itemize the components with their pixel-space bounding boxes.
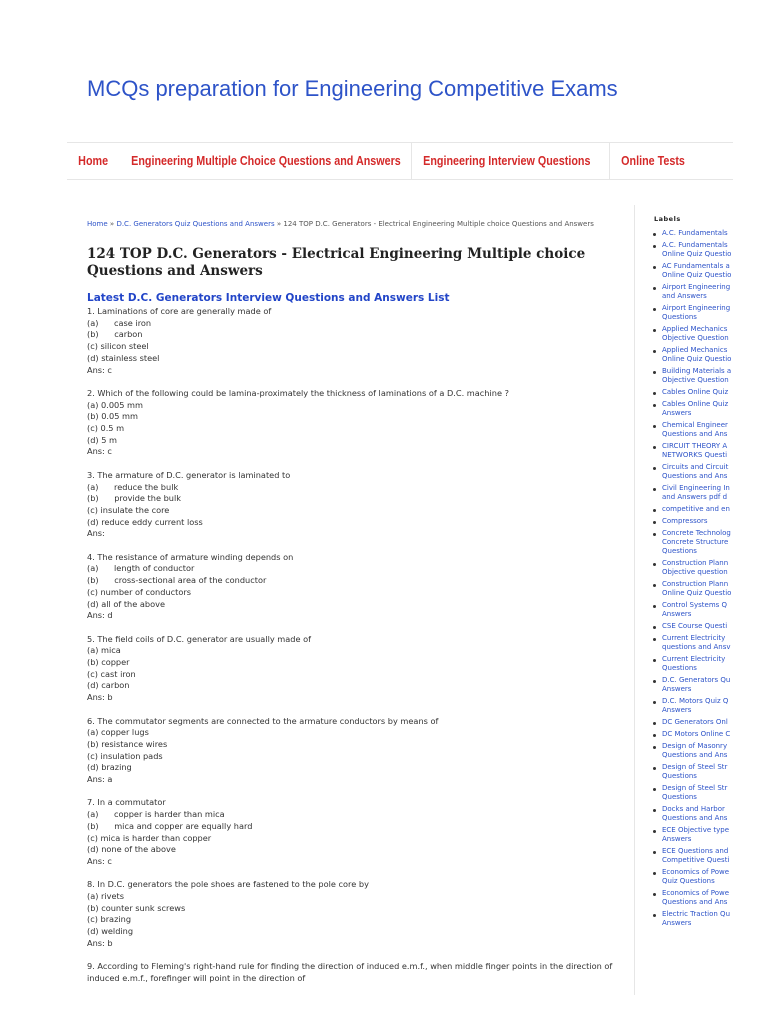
- answer-option: (d) brazing: [87, 762, 132, 773]
- sidebar-label-text: Questions: [662, 547, 697, 555]
- sidebar-label-text: Cables Online Quiz: [662, 400, 729, 408]
- sidebar-label-link[interactable]: [653, 826, 734, 844]
- answer-option: (c) number of conductors: [87, 586, 191, 597]
- answer-key: Ans:: [87, 528, 105, 539]
- sidebar-label-text: DC Generators Onl: [662, 718, 728, 726]
- answer-option: (c) brazing: [87, 914, 132, 925]
- sidebar-label-text: Civil Engineering In: [662, 484, 730, 492]
- sidebar-label-link[interactable]: [653, 229, 734, 238]
- site-title[interactable]: MCQs preparation for Engineering Competitive Exams: [87, 76, 618, 101]
- sidebar-label-text: Questions: [662, 772, 697, 780]
- sidebar-label-link[interactable]: [653, 763, 734, 781]
- sidebar-label-link[interactable]: [653, 910, 734, 928]
- sidebar-label-text: Concrete Technolog: [662, 529, 731, 537]
- sidebar-label-text: Electric Traction Qu: [662, 910, 731, 918]
- answer-option: (a) mica: [87, 645, 121, 656]
- sidebar-label-text: Questions and Ans: [662, 751, 728, 759]
- answer-option: (c) 0.5 m: [87, 423, 125, 434]
- sidebar-label-text: CSE Course Questi: [662, 622, 728, 630]
- answer-option: (d) reduce eddy current loss: [87, 516, 203, 527]
- answer-option: (b) carbon: [87, 329, 143, 340]
- question-text: 4. The resistance of armature winding depends on: [87, 551, 294, 562]
- sidebar-label-text: Design of Steel Str: [662, 763, 728, 771]
- nav-online-tests[interactable]: Online Tests: [620, 154, 685, 168]
- sidebar-label-text: Answers: [662, 919, 692, 927]
- question-text: 1. Laminations of core are generally made of: [87, 306, 272, 316]
- sidebar-label-text: D.C. Motors Quiz Q: [662, 697, 729, 705]
- sidebar-label-link[interactable]: [653, 517, 734, 526]
- sidebar-label-text: ECE Objective type: [662, 826, 730, 834]
- sidebar-label-text: questions and Ansv: [662, 643, 731, 651]
- question-item: [87, 470, 627, 540]
- answer-key: Ans: b: [87, 692, 113, 703]
- breadcrumb-separator: »: [109, 220, 115, 228]
- sidebar-label-link[interactable]: [653, 325, 734, 343]
- answer-option: (d) carbon: [87, 680, 130, 691]
- sidebar-label-text: Cables Online Quiz: [662, 388, 729, 396]
- sidebar-label-text: A.C. Fundamentals: [662, 241, 728, 249]
- question-text: 8. In D.C. generators the pole shoes are fastened to the pole core by: [87, 879, 369, 890]
- sidebar-label-text: Applied Mechanics: [662, 325, 728, 333]
- sidebar-label-text: DC Motors Online C: [662, 730, 731, 738]
- question-item: [87, 797, 627, 867]
- sidebar-label-link[interactable]: [653, 676, 734, 694]
- answer-option: (a) length of conductor: [87, 563, 195, 574]
- question-text: 6. The commutator segments are connected to the armature conductors by means of: [87, 715, 439, 726]
- sidebar-label-text: ECE Questions and: [662, 847, 729, 855]
- main-navigation: [67, 142, 733, 180]
- answer-key: Ans: b: [87, 937, 113, 948]
- question-item: [87, 961, 627, 984]
- sidebar-label-text: Objective Question: [662, 376, 729, 384]
- answer-option: (a) copper lugs: [87, 727, 149, 738]
- sidebar-label-link[interactable]: [653, 730, 734, 739]
- sidebar-label-text: Current Electricity: [662, 655, 726, 663]
- answer-option: (a) case iron: [87, 317, 152, 328]
- sidebar-label-link[interactable]: [653, 346, 734, 364]
- question-text: 2. Which of the following could be lamina-proximately the thickness of laminations of a D.C. machine ?: [87, 387, 509, 398]
- sidebar-label-link[interactable]: [653, 697, 734, 715]
- sidebar-label-text: Circuits and Circuit: [662, 463, 729, 471]
- question-item: [87, 716, 627, 786]
- sidebar-label-link[interactable]: [653, 889, 734, 907]
- sidebar-label-text: competitive and en: [662, 505, 730, 513]
- answer-option: (b) 0.05 mm: [87, 411, 138, 422]
- sidebar-label-link[interactable]: [653, 388, 734, 397]
- sidebar-label-text: Docks and Harbor: [662, 805, 725, 813]
- sidebar-label-text: CIRCUIT THEORY A: [662, 442, 728, 450]
- answer-option: (d) none of the above: [87, 844, 176, 855]
- sidebar-label-link[interactable]: [653, 505, 734, 514]
- answer-option: (d) all of the above: [87, 598, 165, 609]
- sidebar-label-text: Design of Steel Str: [662, 784, 728, 792]
- question-item: [87, 306, 627, 376]
- answer-key: Ans: c: [87, 364, 112, 375]
- answer-option: (a) rivets: [87, 891, 125, 902]
- answer-key: Ans: c: [87, 446, 112, 457]
- sidebar-label-link[interactable]: [653, 784, 734, 802]
- sidebar-label-link[interactable]: [653, 367, 734, 385]
- sidebar-label-text: Answers: [662, 835, 692, 843]
- sidebar: [634, 205, 734, 995]
- question-item: [87, 879, 627, 949]
- sidebar-label-text: Online Quiz Questio: [662, 355, 732, 363]
- sidebar-label-text: Questions and Ans: [662, 472, 728, 480]
- answer-option: (c) silicon steel: [87, 341, 149, 352]
- sidebar-label-text: Concrete Structure: [662, 538, 729, 546]
- sidebar-label-link[interactable]: [653, 559, 734, 577]
- nav-engineering-mcq[interactable]: Engineering Multiple Choice Questions and Answers: [130, 154, 401, 168]
- question-item: [87, 388, 627, 458]
- sidebar-label-link[interactable]: [653, 601, 734, 619]
- sidebar-label-link[interactable]: [653, 442, 734, 460]
- answer-option: (c) cast iron: [87, 668, 136, 679]
- answer-option: (a) copper is harder than mica: [87, 809, 225, 820]
- sidebar-label-text: Answers: [662, 610, 692, 618]
- main-content: [87, 210, 627, 996]
- sidebar-label-text: Answers: [662, 706, 692, 714]
- sidebar-label-text: AC Fundamentals a: [662, 262, 730, 270]
- sidebar-label-link[interactable]: [653, 655, 734, 673]
- sidebar-label-text: Online Quiz Questio: [662, 250, 732, 258]
- sidebar-label-link[interactable]: [653, 283, 734, 301]
- post-title: 124 TOP D.C. Generators - Electrical Engineering Multiple choice Questions and Answers: [87, 246, 586, 279]
- answer-option: (a) 0.005 mm: [87, 399, 144, 410]
- sidebar-label-text: A.C. Fundamentals: [662, 229, 728, 237]
- sidebar-label-link[interactable]: [653, 463, 734, 481]
- sidebar-label-text: Design of Masonry: [662, 742, 728, 750]
- sidebar-label-link[interactable]: [653, 580, 734, 598]
- answer-option: (b) counter sunk screws: [87, 902, 186, 913]
- sidebar-label-text: Control Systems Q: [662, 601, 728, 609]
- sidebar-label-link[interactable]: [653, 400, 734, 418]
- question-item: [87, 634, 627, 704]
- sidebar-label-link[interactable]: [653, 421, 734, 439]
- sidebar-label-text: NETWORKS Questi: [662, 451, 728, 459]
- breadcrumb-separator: »: [276, 220, 282, 228]
- sidebar-label-link[interactable]: [653, 529, 734, 556]
- breadcrumb-current: 124 TOP D.C. Generators - Electrical Engineering Multiple choice Questions and Answers: [283, 220, 594, 228]
- sidebar-label-text: Online Quiz Questio: [662, 589, 732, 597]
- sidebar-label-text: Questions and Ans: [662, 814, 728, 822]
- answer-option: (b) mica and copper are equally hard: [87, 820, 253, 831]
- section-heading: Latest D.C. Generators Interview Questions and Answers List: [87, 292, 450, 304]
- sidebar-label-text: Competitive Questi: [662, 856, 730, 864]
- answer-option: (c) insulate the core: [87, 504, 170, 515]
- answer-option: (b) resistance wires: [87, 738, 168, 749]
- answer-option: (a) reduce the bulk: [87, 481, 179, 492]
- sidebar-label-text: Questions: [662, 313, 697, 321]
- question-text: 5. The field coils of D.C. generator are usually made of: [87, 633, 312, 644]
- answer-option: (d) welding: [87, 926, 134, 937]
- sidebar-label-text: Answers: [662, 409, 692, 417]
- sidebar-label-text: Construction Plann: [662, 559, 729, 567]
- sidebar-label-text: Objective question: [662, 568, 728, 576]
- sidebar-label-text: Construction Plann: [662, 580, 729, 588]
- question-list: [87, 306, 627, 985]
- sidebar-label-link[interactable]: [653, 262, 734, 280]
- question-text: 3. The armature of D.C. generator is laminated to: [87, 469, 291, 480]
- answer-key: Ans: a: [87, 774, 113, 785]
- sidebar-label-text: D.C. Generators Qu: [662, 676, 731, 684]
- question-text: 7. In a commutator: [87, 797, 166, 808]
- sidebar-label-text: Airport Engineering: [662, 283, 731, 291]
- answer-option: (d) stainless steel: [87, 352, 160, 363]
- sidebar-label-text: Questions and Ans: [662, 898, 728, 906]
- sidebar-label-text: Chemical Engineer: [662, 421, 728, 429]
- breadcrumb-category[interactable]: D.C. Generators Quiz Questions and Answers: [116, 220, 275, 228]
- sidebar-label-text: Questions and Ans: [662, 430, 728, 438]
- sidebar-label-text: Compressors: [662, 517, 708, 525]
- sidebar-label-text: Online Quiz Questio: [662, 271, 732, 279]
- sidebar-label-text: Objective Question: [662, 334, 729, 342]
- labels-list: [635, 229, 734, 928]
- sidebar-label-text: Airport Engineering: [662, 304, 731, 312]
- nav-home[interactable]: Home: [78, 154, 109, 168]
- answer-key: Ans: c: [87, 855, 112, 866]
- sidebar-label-link[interactable]: [653, 622, 734, 631]
- answer-key: Ans: d: [87, 610, 113, 621]
- breadcrumb-home[interactable]: Home: [87, 220, 108, 228]
- sidebar-label-text: Building Materials a: [662, 367, 732, 375]
- sidebar-label-link[interactable]: [653, 484, 734, 502]
- sidebar-label-text: Economics of Powe: [662, 889, 730, 897]
- sidebar-label-link[interactable]: [653, 634, 734, 652]
- answer-option: (b) provide the bulk: [87, 493, 181, 504]
- answer-option: (b) copper: [87, 657, 130, 668]
- sidebar-label-link[interactable]: [653, 304, 734, 322]
- sidebar-label-link[interactable]: [653, 718, 734, 727]
- answer-option: (c) insulation pads: [87, 750, 163, 761]
- nav-interview-questions[interactable]: Engineering Interview Questions: [423, 154, 591, 168]
- sidebar-label-text: and Answers: [662, 292, 707, 300]
- sidebar-label-link[interactable]: [653, 868, 734, 886]
- answer-option: (d) 5 m: [87, 434, 117, 445]
- sidebar-label-text: Quiz Questions: [662, 877, 715, 885]
- breadcrumb: [87, 220, 627, 228]
- sidebar-label-link[interactable]: [653, 805, 734, 823]
- sidebar-label-text: Economics of Powe: [662, 868, 730, 876]
- sidebar-label-text: Applied Mechanics: [662, 346, 728, 354]
- sidebar-label-text: Current Electricity: [662, 634, 726, 642]
- sidebar-label-text: Questions: [662, 793, 697, 801]
- answer-option: (b) cross-sectional area of the conductor: [87, 575, 267, 586]
- sidebar-label-link[interactable]: [653, 742, 734, 760]
- sidebar-label-text: Questions: [662, 664, 697, 672]
- sidebar-label-link[interactable]: [653, 241, 734, 259]
- question-text: 9. According to Fleming's right-hand rule for finding the direction of induced e.m.f., when middle finger points in the direction of induced e.m.f., forefinger will point in the direction of: [87, 961, 613, 983]
- question-item: [87, 552, 627, 622]
- sidebar-label-text: and Answers pdf d: [662, 493, 728, 501]
- sidebar-label-text: Answers: [662, 685, 692, 693]
- sidebar-label-link[interactable]: [653, 847, 734, 865]
- answer-option: (c) mica is harder than copper: [87, 832, 212, 843]
- sidebar-title: Labels: [654, 215, 681, 223]
